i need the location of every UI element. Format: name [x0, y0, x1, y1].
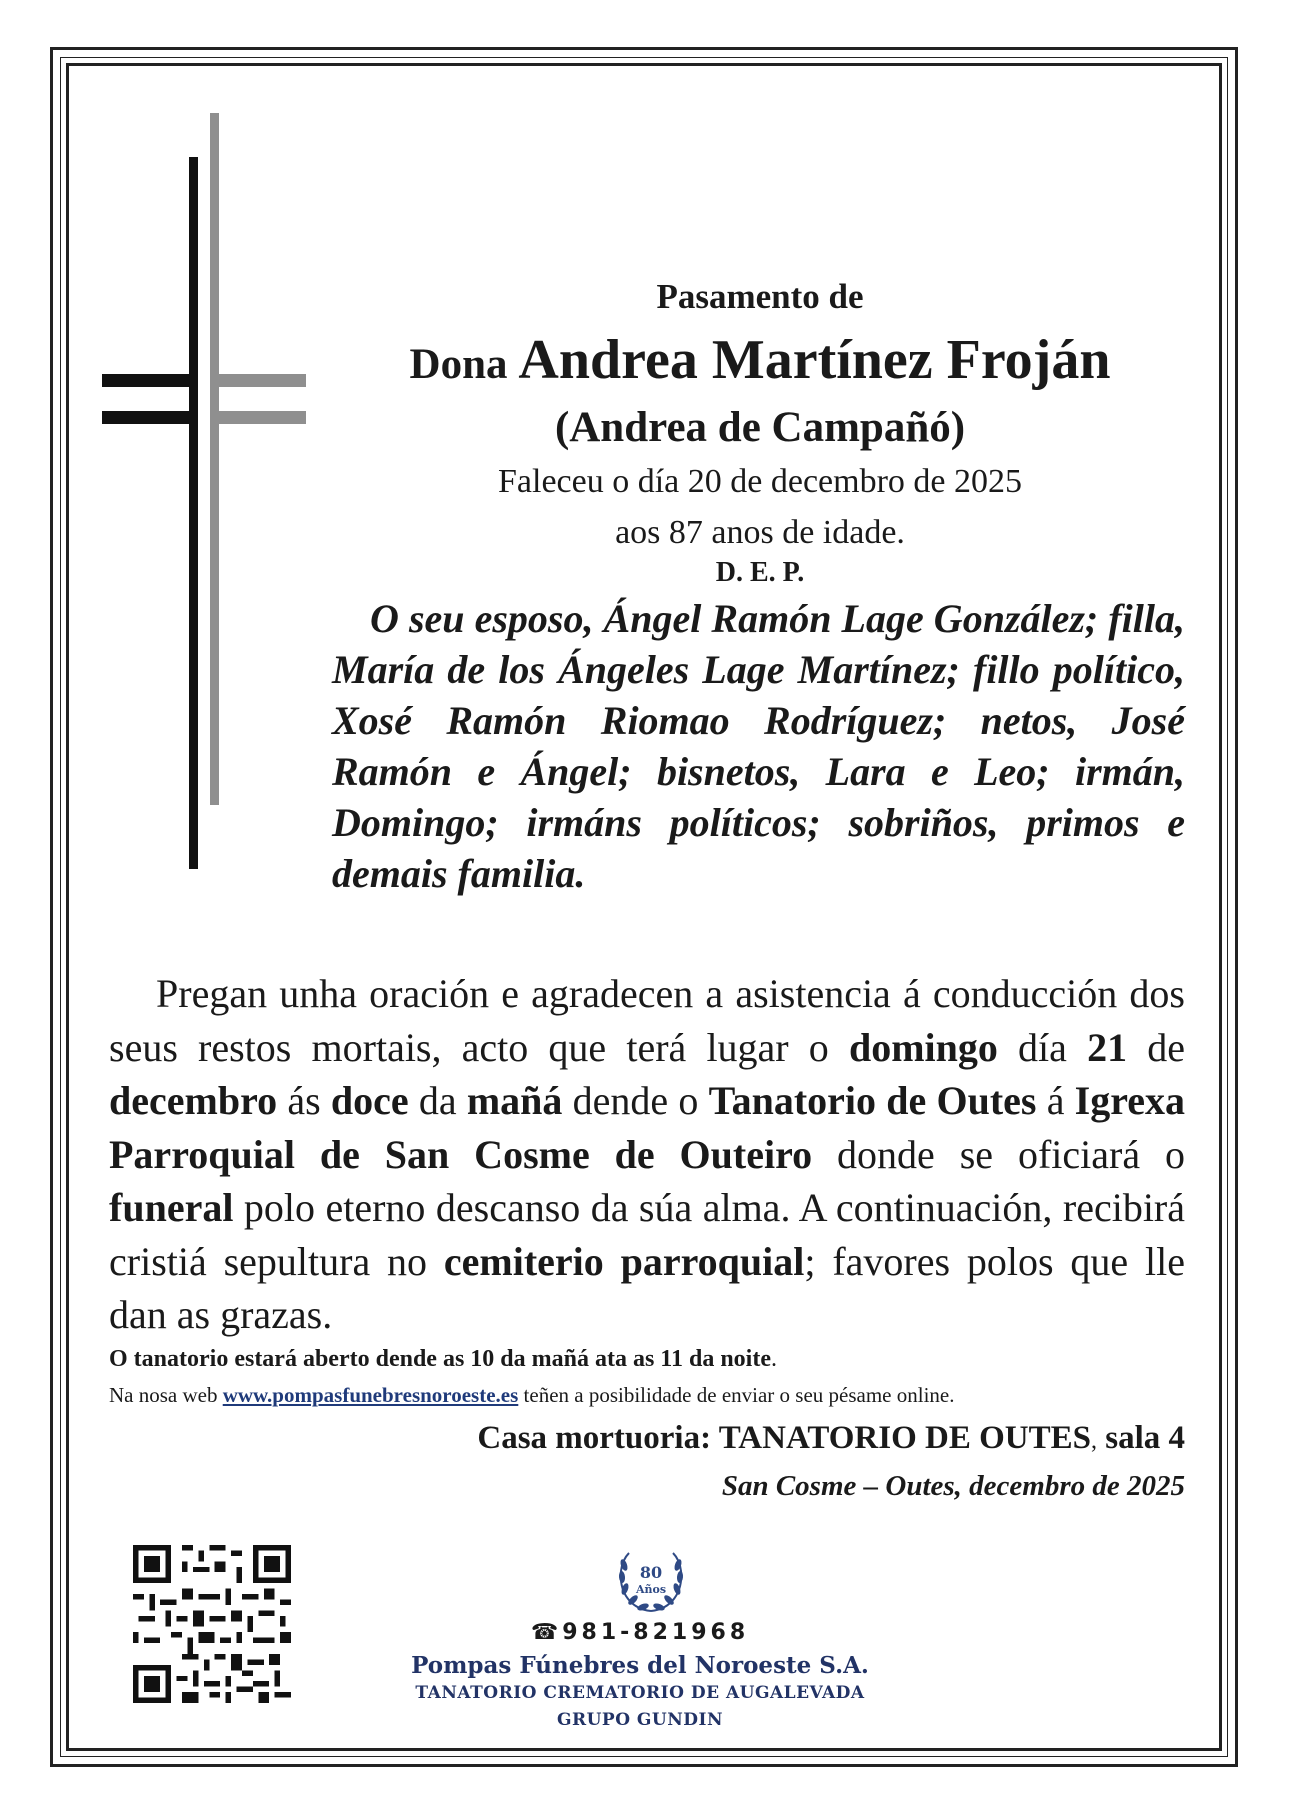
web-note: Na nosa web www.pompasfunebresnoroeste.es teñen a posibilidade de enviar o seu pésame online.	[109, 1383, 955, 1407]
dep-label: D. E. P.	[715, 557, 805, 588]
family-list: O seu esposo, Ángel Ramón Lage González; filla, María de los Ángeles Lage Martínez; fillo político, Xosé Ramón Riomao Rodríguez; netos, José Ramón e Ángel; bisnetos, Lara e Leo; irmán, Domingo; irmáns políticos; sobriños, primos e demais familia.	[332, 596, 1185, 896]
place-date: San Cosme – Outes, decembro de 2025	[721, 1470, 1185, 1502]
honorific: Dona	[409, 341, 508, 388]
opening-hours: O tanatorio estará aberto dende as 10 da mañá ata as 11 da noite.	[109, 1346, 777, 1372]
full-name: Andrea Martínez Froján	[518, 329, 1111, 391]
phone-icon: ☎	[530, 1620, 563, 1645]
deceased-alias: (Andrea de Campañó)	[554, 404, 966, 451]
qr-code[interactable]	[133, 1545, 291, 1703]
website-link[interactable]: www.pompasfunebresnoroeste.es	[222, 1383, 519, 1407]
funeral-home: Casa mortuoria: TANATORIO DE OUTES, sala 4	[477, 1420, 1185, 1456]
deceased-name	[310, 325, 1210, 400]
crematorium-name: TANATORIO CREMATORIO DE AUGALEVADA	[415, 1683, 865, 1703]
age: aos 87 anos de idade.	[615, 514, 905, 551]
anniversary-badge-icon	[611, 1545, 691, 1617]
death-date: Faleceu o día 20 de decembro de 2025	[498, 463, 1022, 500]
phone[interactable]: ☎981-821968	[530, 1620, 750, 1645]
ceremony-text: Pregan unha oración e agradecen a asistencia á conducción dos seus restos mortais, acto que terá lugar o domingo día 21 de decembro ás doce da mañá dende o Tanatorio de Outes á Igrexa Parroquial de San Cosme de Outeiro donde se oficiará o funeral polo eterno descanso da súa alma. A continuación, recibirá cristiá sepultura no cemiterio parroquial; favores polos que lle dan as grazas.	[109, 971, 1186, 1337]
notice-title: Pasamento de	[656, 277, 864, 316]
badge-number: 80	[639, 1563, 663, 1582]
group-name: GRUPO GUNDIN	[556, 1710, 724, 1730]
badge-word: Años	[635, 1583, 667, 1596]
company-name: Pompas Fúnebres del Noroeste S.A.	[411, 1652, 869, 1679]
